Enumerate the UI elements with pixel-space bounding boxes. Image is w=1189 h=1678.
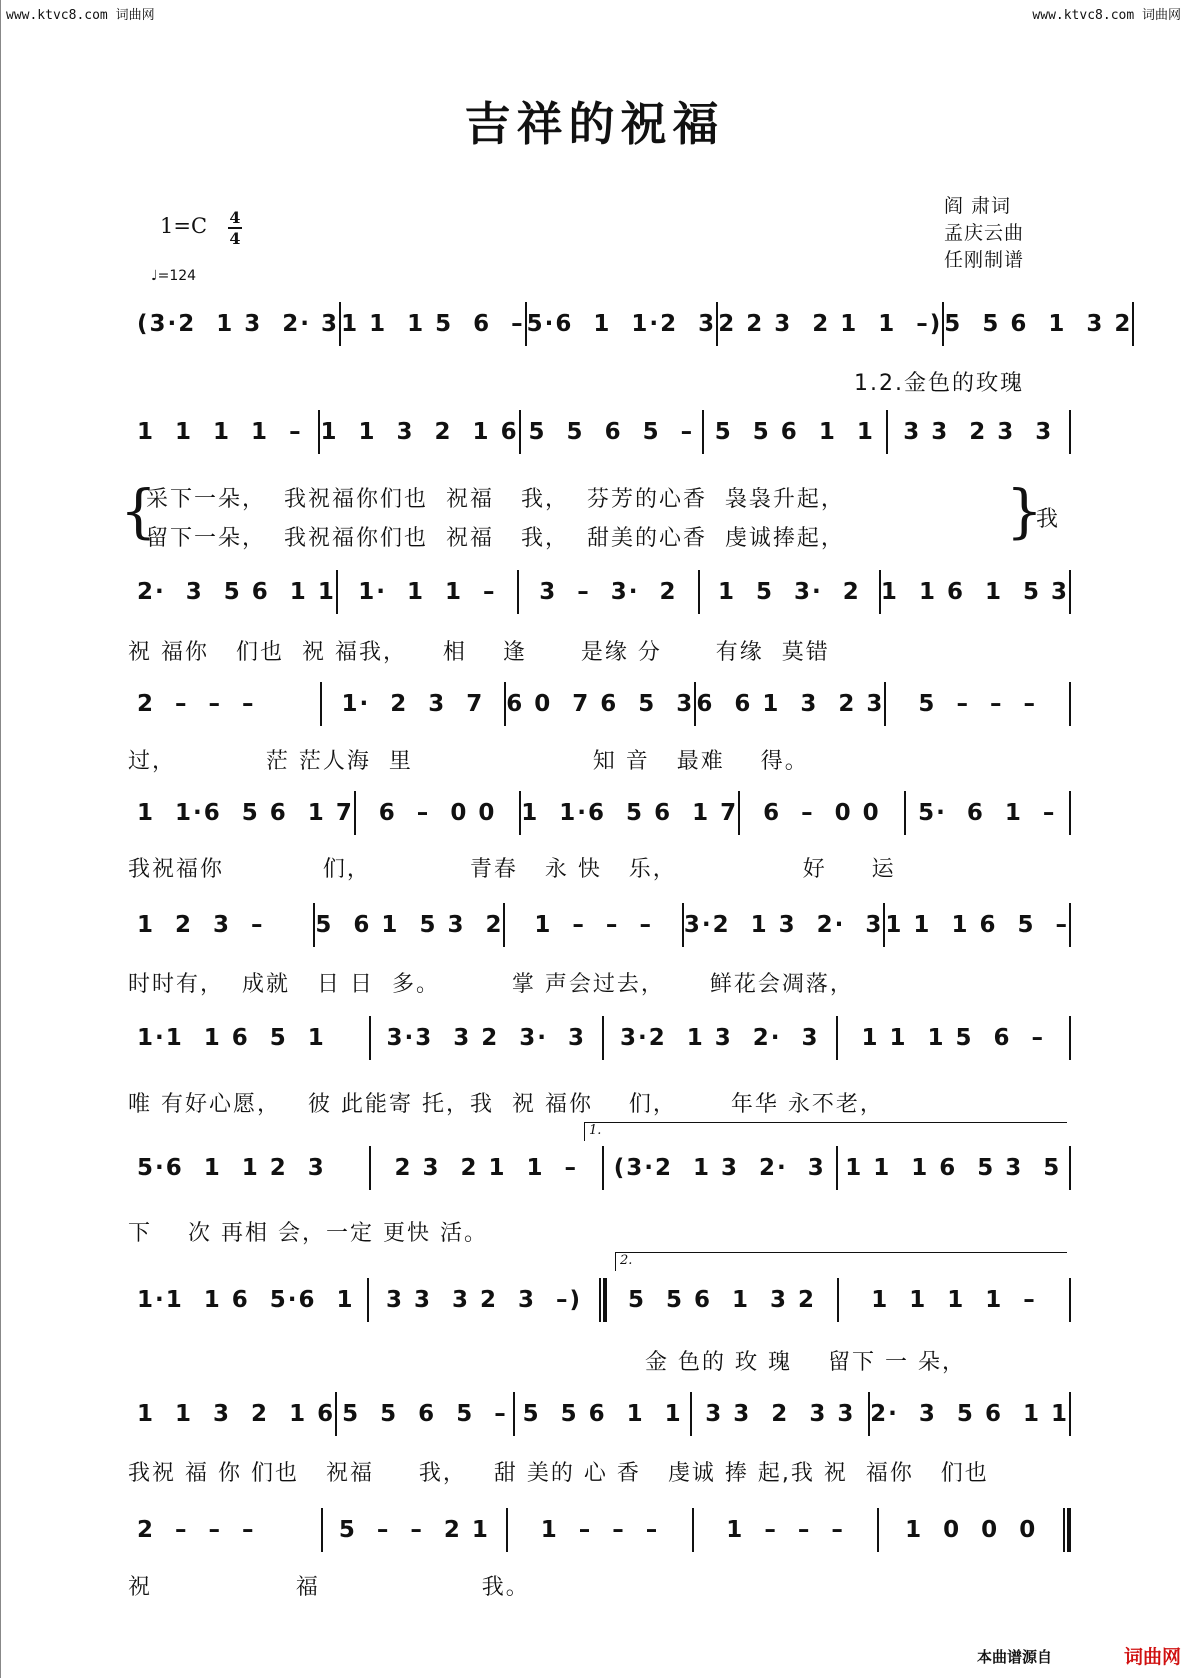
lyric-line-1: 1.2.金色的玫瑰: [854, 371, 1024, 396]
bar: 1· 1 1 –: [358, 579, 497, 605]
bar: 5· 6 1 –: [918, 800, 1057, 826]
notation-line-8: [133, 1146, 1071, 1190]
bar: 3 3 2 3 3: [903, 419, 1054, 445]
notation-line-9: [133, 1278, 1071, 1322]
bar: 3·3 3 2 3· 3: [386, 1025, 587, 1051]
bar: 2 – – –: [137, 691, 256, 717]
bar: 6 – 0 0: [763, 800, 881, 826]
bar: 1 2 3 –: [137, 912, 265, 938]
bar: 5 6 1 5 3 2: [315, 912, 504, 938]
volta-second-ending: 2.: [615, 1252, 1067, 1271]
repeat-barline: [599, 1278, 607, 1322]
bar: 1 1 1 5 6 –: [861, 1025, 1046, 1051]
lyric-line-5: 我祝福你 们， 青春 永 快 乐， 好 运: [128, 857, 896, 882]
bar: 5 5 6 5 –: [528, 419, 695, 445]
bar: 3 – 3· 2: [539, 579, 678, 605]
bar: 1 – – –: [534, 912, 653, 938]
bar: 3·2 1 3 2· 3: [619, 1025, 820, 1051]
verse-brace-left: {: [120, 477, 157, 545]
bar: 1 1 1 1 –: [137, 419, 303, 445]
lyric-line-6: 时时有， 成就 日 日 多。 掌 声会过去， 鲜花会凋落，: [128, 972, 854, 997]
bar: 3·2 1 3 2· 3: [683, 912, 884, 938]
lyric-line-10: 我祝 福 你 们也 祝福 我， 甜 美的 心 香 虔诚 捧 起,我 祝 福你 们也: [128, 1461, 989, 1486]
notation-line-2: [133, 410, 1071, 454]
bar: 1 5 3· 2: [718, 579, 861, 605]
lyric-line-11: 祝 福 我。: [128, 1575, 530, 1600]
bar: 1· 2 3 7: [341, 691, 485, 717]
notation-line-3: [133, 570, 1071, 614]
notation-line-1: [133, 302, 1133, 346]
lyric-line-7: 唯 有好心愿， 彼 此能寄 托，我 祝 福你 们， 年华 永不老，: [128, 1092, 884, 1117]
lyricist-credit: 阎 肃词: [944, 195, 1012, 217]
bar: 1 1·6 5 6 1 7: [521, 800, 739, 826]
bar: 2· 3 5 6 1 1: [137, 579, 336, 605]
notation-line-11: [133, 1508, 1071, 1552]
bar: 1·1 1 6 5 1: [137, 1025, 326, 1051]
bar: 3 3 2 3 3: [705, 1401, 856, 1427]
bar: 1 1 3 2 1 6: [320, 419, 519, 445]
bar: (3·2 1 3 2· 3: [613, 1155, 826, 1181]
bar: (3·2 1 3 2· 3: [137, 311, 340, 337]
time-signature-bottom: 4: [229, 229, 241, 248]
bar: 1 1 6 1 5 3: [880, 579, 1070, 605]
footer-brand-link[interactable]: 词曲网: [1124, 1646, 1182, 1668]
lyric-line-2a: 采下一朵， 我祝福你们也 祝福 我， 芬芳的心香 袅袅升起，: [146, 487, 845, 512]
lyric-line-3: 祝 福你 们也 祝 福我， 相 逢 是缘 分 有缘 莫错: [128, 640, 830, 665]
lyric-line-4: 过， 茫 茫人海 里 知 音 最难 得。: [128, 749, 809, 774]
bar: 1·1 1 6 5·6 1: [137, 1287, 355, 1313]
tempo-mark: ♩=124: [151, 268, 197, 284]
watermark-left: www.ktvc8.com 词曲网: [6, 8, 155, 23]
lyric-line-2b: 留下一朵， 我祝福你们也 祝福 我， 甜美的心香 虔诚捧起，: [146, 526, 845, 551]
bar: 5 5 6 5 –: [342, 1401, 508, 1427]
lyric-line-8: 下 次 再相 会，一定 更快 活。: [128, 1221, 488, 1246]
footer-source: 本曲谱源自: [977, 1648, 1053, 1666]
bar: 1 – – –: [540, 1517, 660, 1543]
bar: 1 1 1 5 6 –: [341, 311, 525, 337]
watermark-right: www.ktvc8.com 词曲网: [1032, 8, 1181, 23]
bar: 1 – – –: [726, 1517, 845, 1543]
song-title: 吉祥的祝福: [464, 97, 725, 151]
bar: 3 3 3 2 3 –): [385, 1287, 583, 1313]
notation-line-5: [133, 791, 1071, 835]
bar: 2 3 2 1 1 –: [394, 1155, 579, 1181]
notation-line-7: [133, 1016, 1071, 1060]
verse-brace-right: }: [1006, 477, 1043, 545]
final-barline: [1063, 1508, 1071, 1552]
bar: 1 1·6 5 6 1 7: [137, 800, 354, 826]
bar: 2 2 3 2 1 1 –): [718, 311, 943, 337]
bar: 5 5 6 1 1: [522, 1401, 683, 1427]
arranger-credit: 任刚制谱: [944, 249, 1025, 271]
bar: 5·6 1 1 2 3: [137, 1155, 326, 1181]
bar: 1 1 1 1 –: [871, 1287, 1037, 1313]
bar: 5 5 6 1 1: [714, 419, 875, 445]
volta-first-ending: 1.: [584, 1122, 1067, 1141]
bar: 5 – – 2 1: [338, 1517, 490, 1543]
time-signature: [228, 209, 242, 247]
bar: 5·6 1 1·2 3: [526, 311, 717, 337]
bar: 1 1 1 6 5 –: [885, 912, 1069, 938]
lyric-line-9: 金 色的 玫 瑰 留下 一 朵，: [645, 1350, 966, 1375]
time-signature-top: 4: [229, 208, 241, 227]
lyric-line-2c: 我: [1036, 507, 1061, 532]
bar: 1 1 3 2 1 6: [137, 1401, 336, 1427]
notation-line-6: [133, 903, 1071, 947]
bar: 2· 3 5 6 1 1: [870, 1401, 1069, 1427]
key-signature: 1=C: [160, 214, 208, 238]
bar: 5 5 6 1 3 2: [944, 311, 1133, 337]
bar: 5 5 6 1 3 2: [627, 1287, 817, 1313]
bar: 5 – – –: [918, 691, 1037, 717]
bar: 6 6 1 3 2 3: [696, 691, 885, 717]
notation-line-10: [133, 1392, 1071, 1436]
credits: [944, 193, 1024, 274]
composer-credit: 孟庆云曲: [944, 222, 1025, 244]
bar: 6 0 7 6 5 3: [506, 691, 695, 717]
bar: 1 1 1 6 5 3 5: [845, 1155, 1062, 1181]
bar: 2 – – –: [137, 1517, 256, 1543]
notation-line-4: [133, 682, 1071, 726]
bar: 6 – 0 0: [378, 800, 497, 826]
left-border: [0, 0, 1, 1678]
bar: 1 0 0 0: [905, 1517, 1038, 1543]
